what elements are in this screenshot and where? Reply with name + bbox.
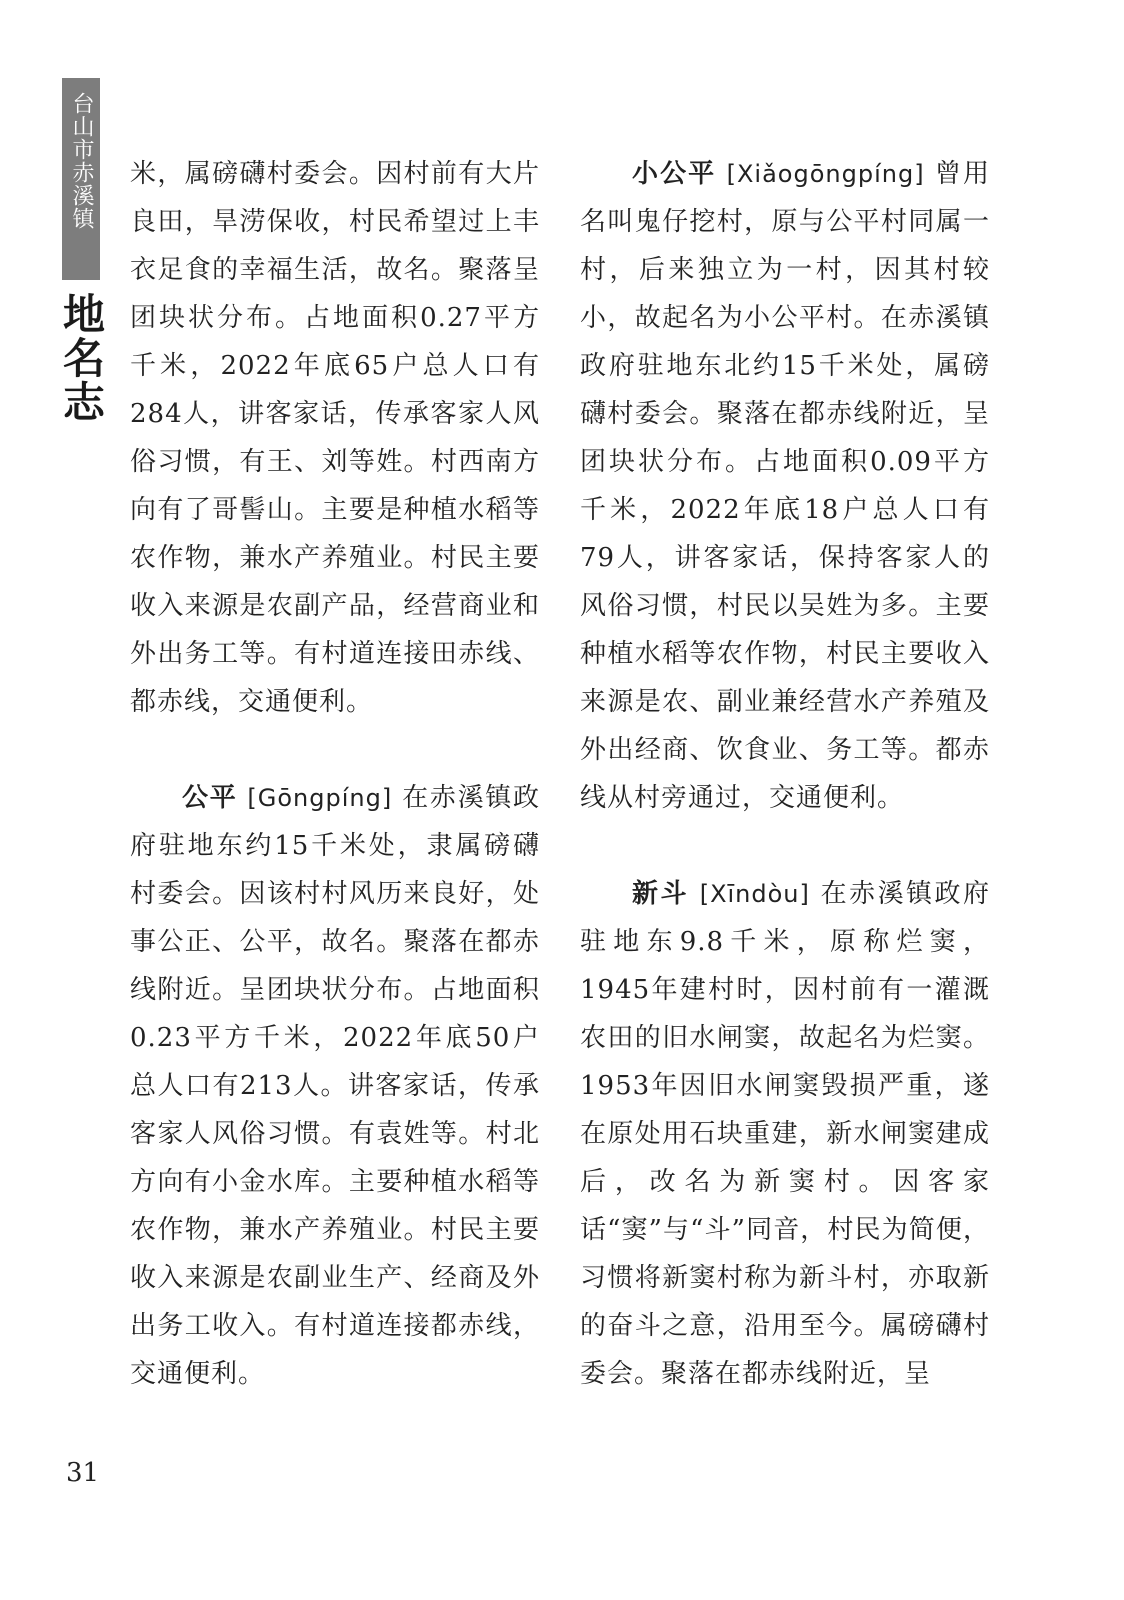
book-title: 地名志 — [57, 292, 106, 424]
continuation-paragraph — [130, 150, 540, 726]
entry-pinyin: [Xīndòu] — [699, 880, 810, 908]
entry-paragraph — [580, 150, 990, 822]
entry-xiaogongping — [580, 150, 990, 822]
continuation-text: 米，属磅礴村委会。因村前有大片良田，旱涝保收，村民希望过上丰衣足食的幸福生活，故名。聚落呈团块状分布。占地面积0.27平方千米，2022年底65户总人口有284人，讲客家话，传承客家人风俗习惯，有王、刘等姓。村西南方向有了哥髻山。主要是种植水稻等农作物，兼水产养殖业。村民主要收入来源是农副产品，经营商业和外出务工等。有村道连接田赤线、都赤线，交通便利。 — [130, 159, 540, 717]
entry-paragraph — [580, 870, 990, 1398]
entry-name: 小公平 — [632, 159, 717, 189]
entry-xindou — [580, 870, 990, 1398]
entry-paragraph — [130, 774, 540, 1398]
entry-pinyin: [Xiǎogōngpíng] — [726, 160, 925, 188]
page-number: 31 — [66, 1458, 100, 1488]
left-column — [130, 150, 540, 1398]
entry-name: 新斗 — [632, 879, 689, 909]
entry-gongping — [130, 774, 540, 1398]
entry-text: 在赤溪镇政府驻地东9.8千米，原称烂窦，1945年建村时，因村前有一灌溉农田的旧水闸窦，故起名为烂窦。1953年因旧水闸窦毁损严重，遂在原处用石块重建，新水闸窦建成后，改名为新窦村。因客家话“窦”与“斗”同音，村民为简便，习惯将新窦村称为新斗村，亦取新的奋斗之意，沿用至今。属磅礴村委会。聚落在都赤线附近，呈 — [580, 879, 990, 1389]
entry-text: 曾用名叫鬼仔挖村，原与公平村同属一村，后来独立为一村，因其村较小，故起名为小公平村。在赤溪镇政府驻地东北约15千米处，属磅礴村委会。聚落在都赤线附近，呈团块状分布。占地面积0.09平方千米，2022年底18户总人口有79人，讲客家话，保持客家人的风俗习惯，村民以吴姓为多。主要种植水稻等农作物，村民主要收入来源是农、副业兼经营水产养殖及外出经商、饮食业、务工等。都赤线从村旁通过，交通便利。 — [580, 159, 990, 813]
sidebar-region-label: 台山市赤溪镇 — [69, 92, 94, 230]
sidebar-region-tab — [62, 78, 100, 280]
entry-text: 在赤溪镇政府驻地东约15千米处，隶属磅礴村委会。因该村村风历来良好，处事公正、公平，故名。聚落在都赤线附近。呈团块状分布。占地面积0.23平方千米，2022年底50户总人口有213人。讲客家话，传承客家人风俗习惯。有袁姓等。村北方向有小金水库。主要种植水稻等农作物，兼水产养殖业。村民主要收入来源是农副业生产、经商及外出务工收入。有村道连接都赤线，交通便利。 — [130, 783, 541, 1389]
right-column — [580, 150, 990, 1398]
entry-pinyin: [Gōngpíng] — [247, 784, 393, 812]
entry-name: 公平 — [182, 783, 238, 813]
